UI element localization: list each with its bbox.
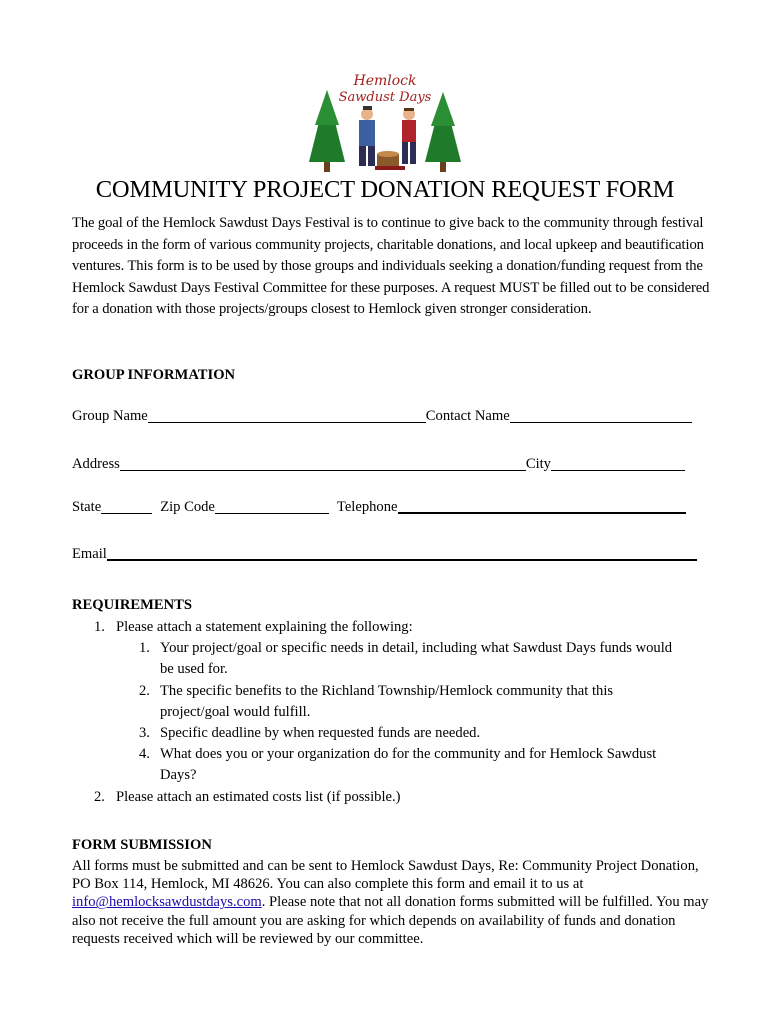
zip-code-field[interactable] bbox=[215, 501, 329, 514]
list-item-text: Days? bbox=[160, 767, 197, 784]
page-title: COMMUNITY PROJECT DONATION REQUEST FORM bbox=[95, 176, 675, 203]
list-number: 2. bbox=[94, 788, 105, 805]
list-item bbox=[72, 638, 712, 680]
city-label: City bbox=[525, 456, 551, 472]
telephone-field[interactable] bbox=[398, 500, 686, 514]
address-city-row bbox=[72, 456, 685, 473]
state-zip-phone-row bbox=[72, 499, 686, 516]
list-item-text: project/goal would fulfill. bbox=[160, 703, 311, 720]
state-field[interactable] bbox=[101, 501, 152, 514]
group-name-label: Group Name bbox=[72, 408, 148, 424]
intro-paragraph: The goal of the Hemlock Sawdust Days Festival is to continue to give back to the community through festival proceeds in the form of various community projects, charitable donations, and local upkeep and beautification ventures. This form is to be used by those groups and individuals seeking a donation/funding request from the Hemlock Sawdust Days Festival Committee for these purposes. A request MUST be filled out to be considered for a donation with those projects/groups closest to Hemlock given stronger consideration. bbox=[72, 215, 710, 318]
email-link[interactable]: info@hemlocksawdustdays.com bbox=[72, 894, 262, 911]
list-number: 1. bbox=[139, 640, 150, 657]
hemlock-sawdust-days-logo bbox=[305, 70, 465, 178]
list-item bbox=[72, 617, 712, 638]
list-number: 1. bbox=[94, 619, 105, 635]
logo-text-line2: Sawdust Days bbox=[338, 90, 432, 105]
list-number: 3. bbox=[139, 725, 150, 742]
list-item bbox=[72, 787, 712, 808]
submission-text: . Please note that not all donation forms submitted will be fulfilled. You may also not receive the full amount you are asking for which depends on availability of funds and donation requests received which will be reviewed by our committee. bbox=[72, 894, 709, 947]
form-submission-heading: FORM SUBMISSION bbox=[72, 837, 212, 853]
lumberjack-woman-icon bbox=[402, 108, 416, 164]
contact-name-field[interactable] bbox=[510, 410, 692, 423]
lumberjack-man-icon bbox=[359, 106, 375, 166]
email-label: Email bbox=[72, 546, 107, 562]
list-item bbox=[72, 681, 712, 723]
contact-name-label: Contact Name bbox=[425, 408, 510, 424]
logo-text-line1: Hemlock bbox=[353, 73, 417, 89]
telephone-label: Telephone bbox=[336, 499, 398, 515]
submission-text: All forms must be submitted and can be sent to Hemlock Sawdust Days, Re: Community Project Donation, PO Box 114, Hemlock, MI 48626. You can also complete this form and email it to us at bbox=[72, 858, 699, 893]
group-contact-row bbox=[72, 408, 692, 425]
list-item bbox=[72, 723, 712, 744]
list-item-text: be used for. bbox=[160, 661, 228, 678]
email-row bbox=[72, 546, 697, 563]
email-field[interactable] bbox=[107, 547, 697, 561]
requirements-heading: REQUIREMENTS bbox=[72, 597, 193, 613]
list-number: 4. bbox=[139, 746, 150, 763]
list-item-text: Please attach a statement explaining the following: bbox=[116, 619, 413, 635]
zip-code-label: Zip Code bbox=[160, 499, 215, 515]
submission-paragraph bbox=[72, 857, 712, 948]
address-label: Address bbox=[72, 456, 120, 472]
list-item-text: The specific benefits to the Richland Township/Hemlock community that this bbox=[160, 682, 614, 699]
list-number: 2. bbox=[139, 682, 150, 699]
list-item-text: What does you or your organization do for the community and for Hemlock Sawdust bbox=[160, 746, 657, 763]
list-item-text: Your project/goal or specific needs in detail, including what Sawdust Days funds would bbox=[160, 640, 673, 657]
city-field[interactable] bbox=[551, 458, 685, 471]
list-item bbox=[72, 744, 712, 786]
group-name-field[interactable] bbox=[148, 410, 426, 423]
group-information-heading: GROUP INFORMATION bbox=[72, 367, 236, 383]
list-item-text: Specific deadline by when requested funds are needed. bbox=[160, 725, 481, 742]
state-label: State bbox=[72, 499, 102, 515]
requirements-list bbox=[72, 617, 712, 808]
address-field[interactable] bbox=[120, 458, 526, 471]
list-item-text: Please attach an estimated costs list (if possible.) bbox=[116, 788, 401, 805]
log-stump-icon bbox=[375, 151, 405, 170]
